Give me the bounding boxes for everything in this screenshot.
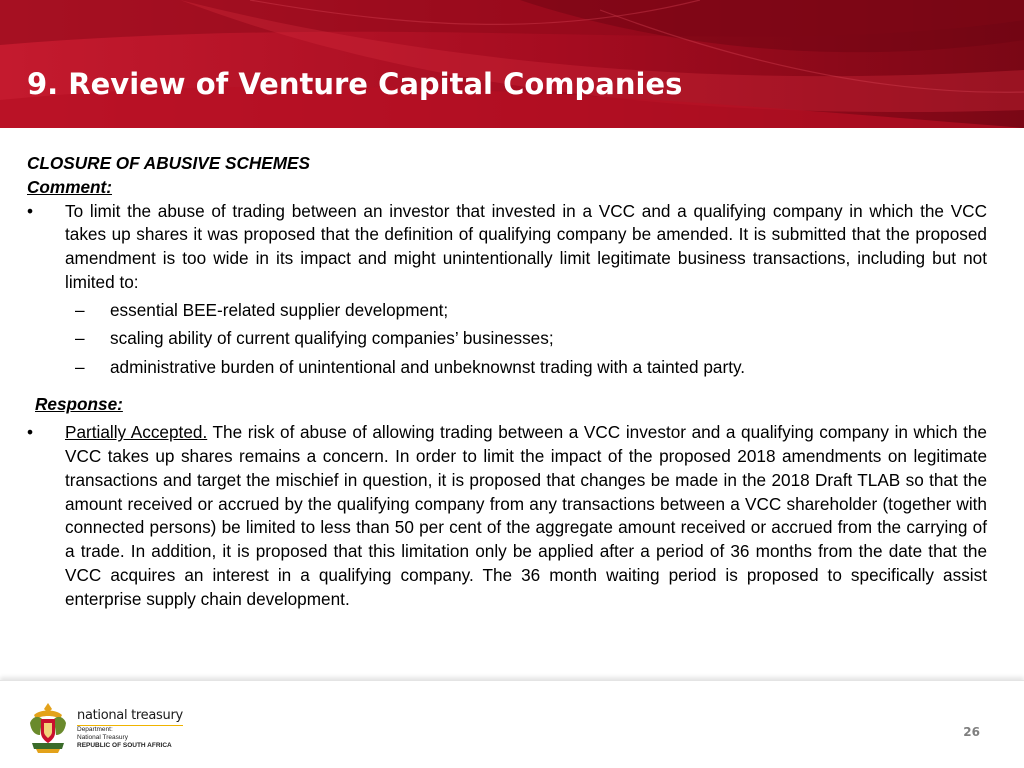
bullet-icon: •	[27, 422, 34, 443]
comment-label: Comment:	[27, 176, 112, 197]
list-item	[27, 299, 987, 323]
response-label: Response:	[35, 394, 123, 415]
comment-sub-list	[27, 299, 987, 380]
title-banner	[0, 0, 1024, 128]
list-item	[27, 356, 987, 380]
list-item-text: essential BEE-related supplier development;	[110, 299, 449, 320]
bullet-icon: •	[27, 200, 34, 221]
coat-of-arms-icon	[26, 701, 70, 755]
department-name: National Treasury	[77, 734, 128, 741]
slide-title: 9. Review of Venture Capital Companies	[27, 67, 683, 101]
dash-icon: –	[75, 356, 85, 377]
slide-content	[27, 152, 987, 612]
dash-icon: –	[75, 299, 85, 320]
comment-bullet	[27, 200, 987, 295]
country-name: REPUBLIC OF SOUTH AFRICA	[77, 742, 172, 749]
dash-icon: –	[75, 328, 85, 349]
response-bullet	[27, 421, 987, 611]
response-text: The risk of abuse of allowing trading between a VCC investor and a qualifying company in which the VCC takes up shares remains a concern. In order to limit the impact of the proposed 2018 amendments on legitimate transactions and target the mischief in question, it is proposed that changes be made in the 2018 Draft TLAB so that the amount received or accrued by the qualifying company from any transactions between a VCC shareholder (together with connected persons) be limited to less than 50 per cent of the aggregate amount received or accrued from the carrying of a trade. In addition, it is proposed that this limitation only be applied after a period of 36 months from the date that the VCC acquires an interest in a qualifying company. The 36 month waiting period is proposed to specifically assist enterprise supply chain development.	[65, 422, 987, 609]
list-item	[27, 327, 987, 351]
list-item-text: scaling ability of current qualifying companies’ businesses;	[110, 328, 554, 349]
response-status: Partially Accepted.	[65, 422, 208, 443]
slide-footer	[0, 680, 1024, 768]
section-heading: CLOSURE OF ABUSIVE SCHEMES	[27, 153, 310, 173]
page-number: 26	[963, 725, 980, 739]
brand-name: national treasury	[77, 708, 183, 726]
comment-text: To limit the abuse of trading between an investor that invested in a VCC and a qualifying company in which the VCC takes up shares it was proposed that the definition of qualifying company be amended. It is submitted that the proposed amendment is too wide in its impact and might unintentionally limit legitimate business transactions, including but not limited to:	[65, 200, 987, 292]
department-label: Department:	[77, 726, 113, 733]
brand-block	[77, 708, 183, 750]
list-item-text: administrative burden of unintentional and unbeknownst trading with a tainted party.	[110, 356, 746, 377]
